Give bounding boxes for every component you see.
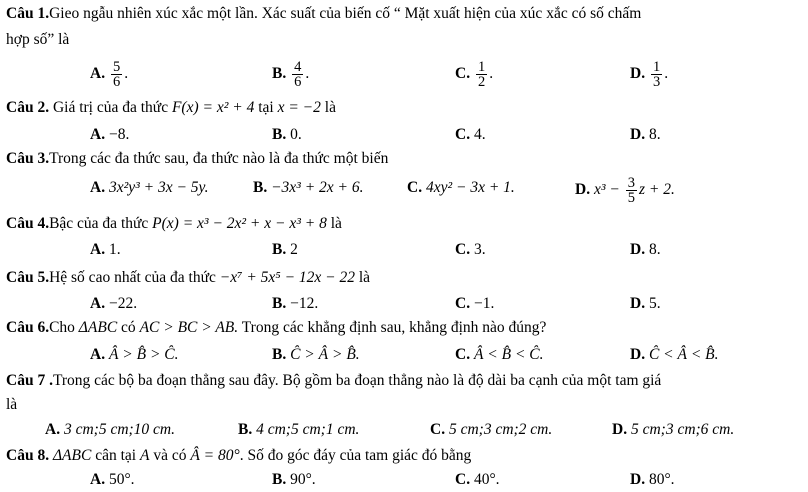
q4-option-a: A. 1. <box>90 241 121 258</box>
q5-expression: −x⁷ + 5x⁵ − 12x − 22 <box>219 269 355 286</box>
q1-option-b-fraction: $\frac{4}{6}$ <box>294 59 302 90</box>
q1-option-d-fraction: $\frac{1}{3}$ <box>652 59 661 90</box>
q3-option-d-fraction: $\frac{3}{5}$ <box>627 175 635 206</box>
question-8: Câu 8. ΔABC cân tại A và có Â = 80°. Số đo góc đáy của tam giác đó bằng <box>6 447 472 464</box>
q8-option-d: D. 80°. <box>630 471 675 488</box>
question-1-text: Gieo ngẫu nhiên xúc xắc một lần. Xác suất của biến cố “ Mặt xuất hiện của xúc xắc có số chấm <box>49 5 642 22</box>
q1-option-b: B. $\frac{4}{6}$ . <box>272 59 310 90</box>
q4-option-b: B. 2 <box>272 241 298 258</box>
q2-expression: F(x) = x² + 4 <box>171 99 255 116</box>
q1-option-c: C. $\frac{1}{2}$ . <box>455 59 494 90</box>
question-1-label: Câu 1. <box>6 5 50 22</box>
q6-option-a: A. Â > B̂ > Ĉ. <box>90 346 179 363</box>
q7-option-c: C. 5 cm;3 cm;2 cm. <box>430 421 553 438</box>
question-1 <box>6 4 641 24</box>
q1-option-d: D. $\frac{1}{3}$ . <box>630 59 669 90</box>
q3-option-c: C. 4xy² − 3x + 1. <box>407 179 515 196</box>
q6-option-b: B. Ĉ > Â > B̂. <box>272 346 360 363</box>
q3-option-a: A. 3x²y³ + 3x − 5y. <box>90 179 209 196</box>
question-7: Câu 7 .Trong các bộ ba đoạn thẳng sau đây. Bộ gồm ba đoạn thẳng nào là độ dài ba cạnh của một tam giá <box>6 372 662 389</box>
q5-option-b: B. −12. <box>272 295 319 312</box>
question-7-continued: là <box>6 396 18 413</box>
q2-option-c: C. 4. <box>455 126 486 143</box>
q7-option-a: A. 3 cm;5 cm;10 cm. <box>45 421 175 438</box>
question-4: Câu 4.Bậc của đa thức P(x) = x³ − 2x² + x − x³ + 8 là <box>6 215 342 232</box>
q2-value: x = −2 <box>277 99 321 116</box>
q1-option-a-fraction: $\frac{5}{6}$ <box>112 59 121 90</box>
q5-option-d: D. 5. <box>630 295 661 312</box>
q3-option-d: D. x³ − $\frac{3}{5}$ z + 2. <box>575 175 675 206</box>
q7-option-b: B. 4 cm;5 cm;1 cm. <box>238 421 360 438</box>
q7-option-d: D. 5 cm;3 cm;6 cm. <box>612 421 735 438</box>
q6-option-d: D. Ĉ < Â < B̂. <box>630 346 719 363</box>
q1-option-c-fraction: $\frac{1}{2}$ <box>477 59 486 90</box>
question-1-continued: hợp số” là <box>6 31 70 48</box>
q8-option-b: B. 90°. <box>272 471 316 488</box>
q5-option-c: C. −1. <box>455 295 495 312</box>
question-3: Câu 3.Trong các đa thức sau, đa thức nào là đa thức một biến <box>6 150 389 167</box>
q6-option-c: C. Â < B̂ < Ĉ. <box>455 346 544 363</box>
q2-option-d: D. 8. <box>630 126 661 143</box>
q8-option-c: C. 40°. <box>455 471 500 488</box>
q2-option-b: B. 0. <box>272 126 302 143</box>
q4-expression: P(x) = x³ − 2x² + x − x³ + 8 <box>152 215 327 232</box>
q3-option-b: B. −3x³ + 2x + 6. <box>253 179 364 196</box>
q4-option-c: C. 3. <box>455 241 486 258</box>
question-6: Câu 6.Cho ΔABC có AC > BC > AB. Trong các khẳng định sau, khẳng định nào đúng? <box>6 319 547 336</box>
q1-option-a: A. $\frac{5}{6}$ . <box>90 59 129 90</box>
q8-option-a: A. 50°. <box>90 471 135 488</box>
question-5: Câu 5.Hệ số cao nhất của đa thức −x⁷ + 5x⁵ − 12x − 22 là <box>6 269 371 286</box>
q5-option-a: A. −22. <box>90 295 138 312</box>
q4-option-d: D. 8. <box>630 241 661 258</box>
q2-option-a: A. −8. <box>90 126 130 143</box>
question-2: Câu 2. Giá trị của đa thức F(x) = x² + 4 tại x = −2 là <box>6 99 336 116</box>
